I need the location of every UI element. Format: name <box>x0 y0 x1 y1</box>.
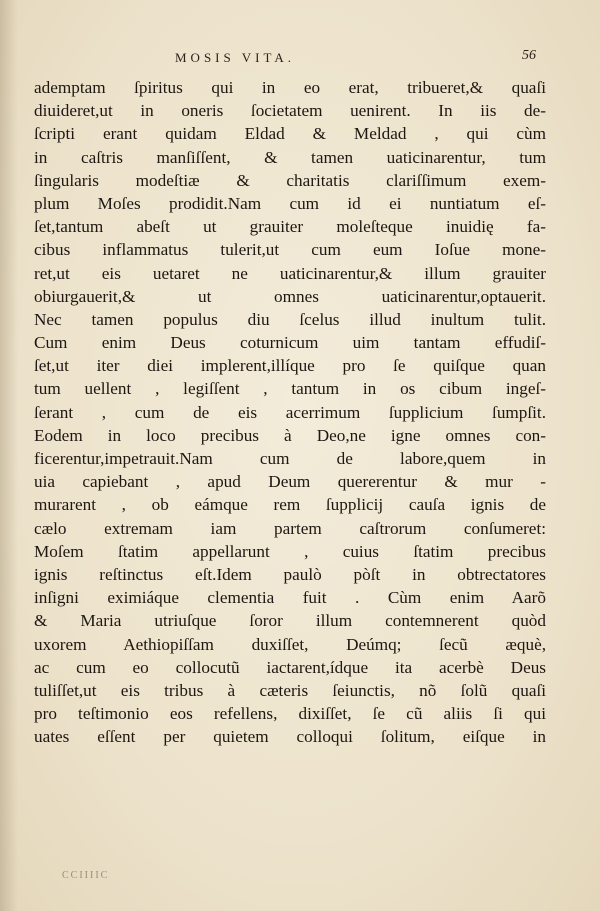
text-line: diuideret,ut in oneris ſocietatem uenirent. In iis de- <box>34 101 546 121</box>
text-block <box>34 76 546 748</box>
text-line: ſet,ut iter diei implerent,illíque pro ſe quiſque quan <box>34 356 546 376</box>
text-line: cibus inflammatus tulerit,ut cum eum Ioſue mone- <box>34 240 546 260</box>
text-line: ficerentur,impetrauit.Nam cum de labore,quem in <box>34 449 546 468</box>
text-line: ademptam ſpiritus qui in eo erat, tribueret,& quaſi <box>34 78 546 97</box>
text-line: & Maria utriuſque ſoror illum contemnerent quòd <box>34 611 546 631</box>
page-header <box>0 46 600 70</box>
text-line: ret,ut eis uetaret ne uaticinarentur,& illum grauiter <box>34 263 546 283</box>
text-line: Nec tamen populus diu ſcelus illud inultum tulit. <box>34 309 546 329</box>
text-line: Eodem in loco precibus à Deo,ne igne omnes con- <box>34 425 546 445</box>
text-line: Moſem ſtatim appellarunt , cuius ſtatim precibus <box>34 541 546 561</box>
text-line: murarent , ob eámque rem ſupplicij cauſa ignis de <box>34 495 546 515</box>
text-line: plum Moſes prodidit.Nam cum id ei nuntiatum eſ- <box>34 193 546 213</box>
text-line: uates eſſent per quietem colloqui ſolitum, eiſque in <box>34 727 546 747</box>
text-line: in caſtris manſiſſent, & tamen uaticinarentur, tum <box>34 147 546 167</box>
gutter-shadow <box>0 0 18 911</box>
text-line: pro teſtimonio eos refellens, dixiſſet, ſe cũ aliis ſi qui <box>34 704 546 724</box>
text-line: ac cum eo collocutũ iactarent,ídque ita acerbè Deus <box>34 657 546 677</box>
text-line: uia capiebant , apud Deum quererentur & mur - <box>34 472 546 492</box>
text-line: Cum enim Deus coturnicum uim tantam effudiſ- <box>34 333 546 353</box>
text-line: tum uellent , legiſſent , tantum in os cibum ingeſ- <box>34 379 546 399</box>
text-line: ſet,tantum abeſt ut grauiter moleſteque inuidię fa- <box>34 217 546 237</box>
text-line: uxorem Aethiopiſſam duxiſſet, Deúmq; ſecũ æquè, <box>34 634 546 654</box>
text-line: inſigni eximiáque clementia fuit . Cùm enim Aarõ <box>34 588 546 608</box>
text-line: ſingularis modeſtiæ & charitatis clariſſimum exem- <box>34 170 546 190</box>
text-line: ſerant , cum de eis acerrimum ſupplicium ſumpſit. <box>34 402 546 422</box>
text-line: obiurgauerit,& ut omnes uaticinarentur,optauerit. <box>34 286 546 306</box>
text-line: ſcripti erant quidam Eldad & Meldad , qui cùm <box>34 124 546 144</box>
text-line: ignis reſtinctus eſt.Idem paulò pòſt in obtrectatores <box>34 564 546 584</box>
faded-catchmark: CCIIIIC <box>62 870 110 881</box>
running-title: MOSIS VITA. <box>175 50 296 65</box>
text-line: cælo extremam iam partem caſtrorum conſumeret: <box>34 518 546 538</box>
folio-number: 56 <box>522 48 536 63</box>
text-line: tuliſſet,ut eis tribus à cæteris ſeiunctis, nõ ſolũ quaſi <box>34 680 546 700</box>
